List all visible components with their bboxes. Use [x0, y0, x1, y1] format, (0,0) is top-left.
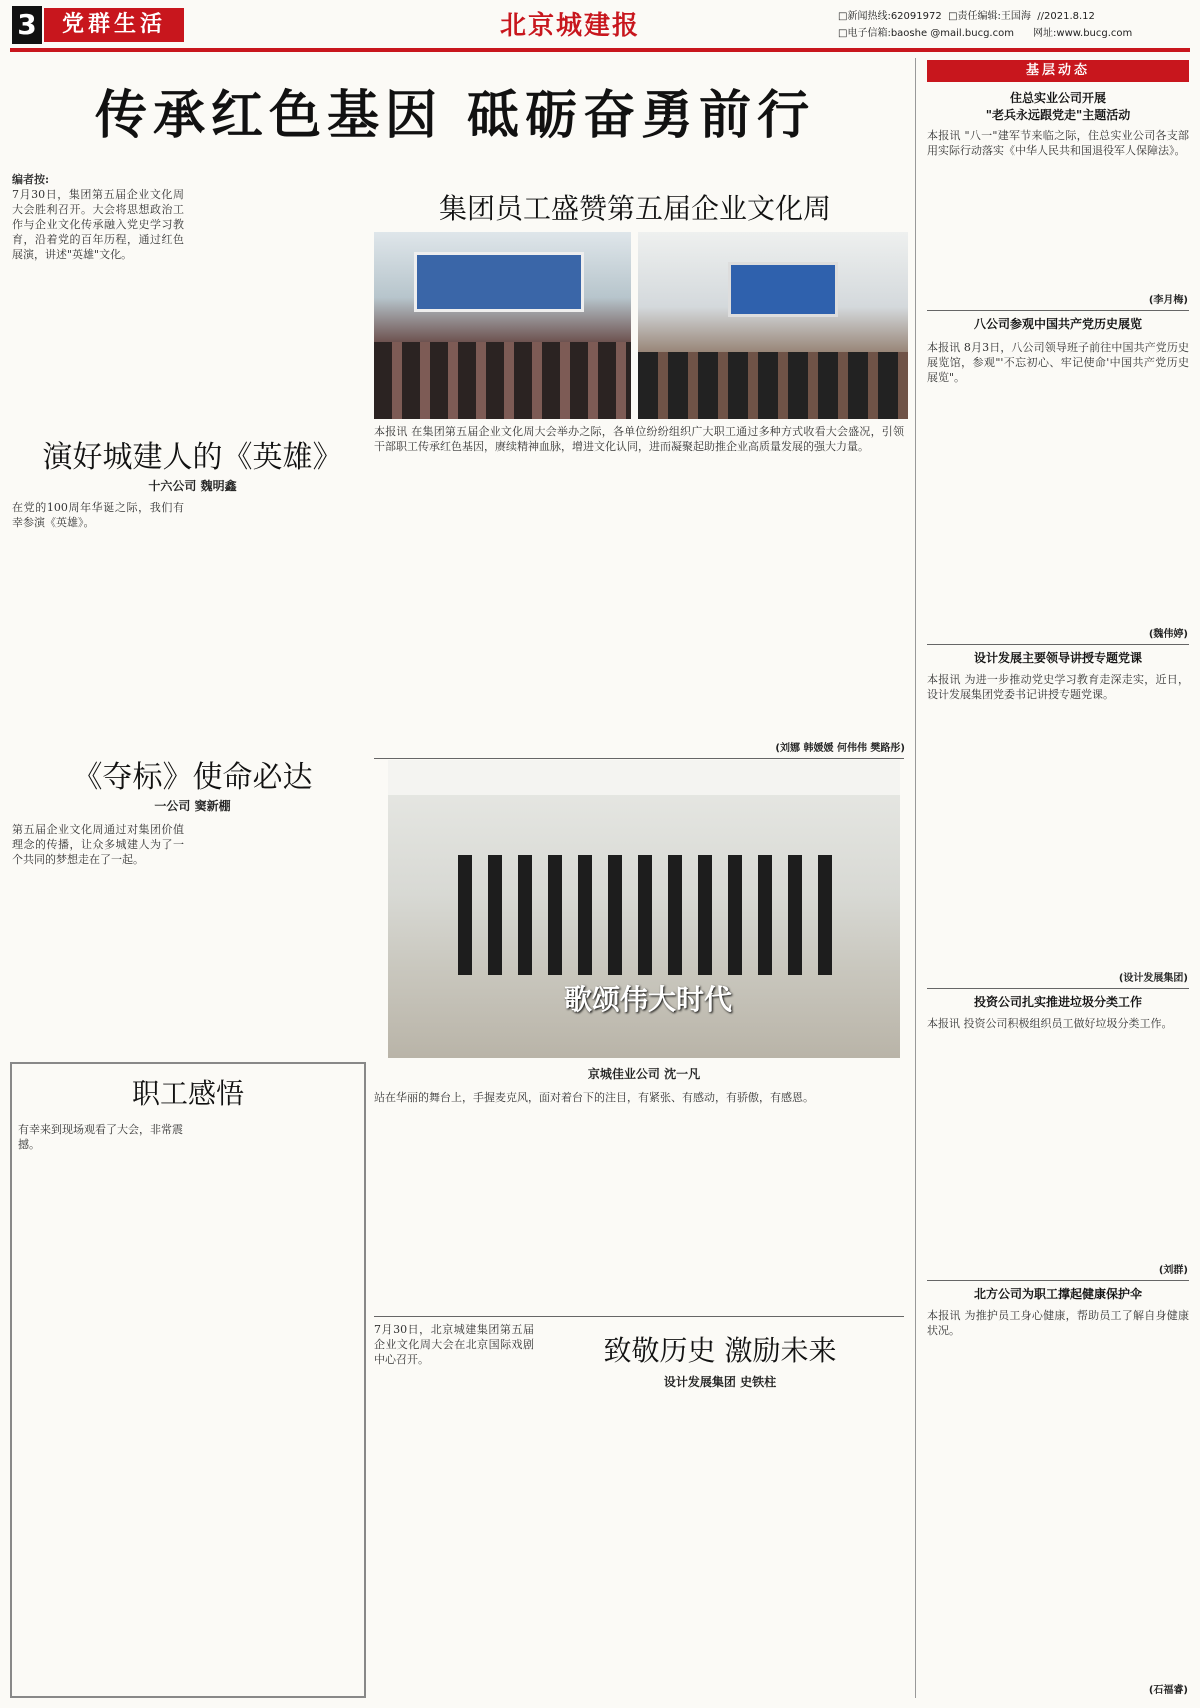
divider-main-right — [915, 58, 916, 1698]
medal-body: 第五届企业文化周通过对集团价值理念的传播，让众多城建人为了一个共同的梦想走在了一起。 — [12, 823, 184, 866]
sidebar-item-1-title: 住总实业公司开展 "老兵永远跟党走"主题活动 — [985, 91, 1131, 122]
meeting-photo-left — [374, 232, 631, 419]
medal-headline: 《夺标》使命必达 — [72, 760, 313, 795]
sidebar-rule-4 — [927, 1280, 1189, 1281]
staff-body-col2 — [192, 1122, 357, 1690]
editor-text: □责任编辑:王国海 — [948, 11, 1031, 22]
header-meta — [838, 8, 1198, 42]
editor-note — [12, 172, 184, 437]
sidebar-item-5-title: 北方公司为职工撑起健康保护伞 — [973, 1287, 1142, 1301]
feature-rule — [374, 758, 904, 759]
hero-headline: 演好城建人的《英雄》 — [42, 440, 343, 475]
editor-note-col2 — [192, 172, 364, 437]
hotline-text: □新闻热线:62091972 — [838, 11, 942, 22]
sidebar-item-4-credit: (刘群) — [1158, 1265, 1188, 1276]
medal-body-col2 — [192, 822, 364, 1057]
date-text: //2021.8.12 — [1037, 11, 1095, 22]
sidebar-item-4-body: 本报讯 投资公司积极组织员工做好垃圾分类工作。 — [927, 1017, 1173, 1030]
section-name-badge: 党群生活 — [44, 8, 184, 42]
page-number-badge: 3 — [12, 6, 42, 44]
staff-body: 有幸来到现场观看了大会，非常震撼。 — [18, 1123, 183, 1151]
sidebar-item-3-credit: (设计发展集团) — [1118, 973, 1188, 984]
sidebar-item-5-body: 本报讯 为推护员工身心健康，帮助员工了解自身健康状况。 — [927, 1309, 1189, 1337]
email-text: □电子信箱:baoshe @mail.bucg.com — [838, 28, 1014, 39]
sidebar-label: 基层动态 — [927, 60, 1189, 82]
header-rule — [10, 48, 1190, 52]
sidebar-rule-3 — [927, 988, 1189, 989]
dance-photo — [388, 760, 900, 1058]
dance-photo-caption: 歌颂伟大时代 — [563, 983, 732, 1016]
sidebar-item-3-title: 设计发展主要领导讲授专题党课 — [973, 651, 1142, 665]
staff-headline: 职工感悟 — [131, 1077, 244, 1110]
sidebar-rule-1 — [927, 310, 1189, 311]
sidebar-item-4-title: 投资公司扎实推进垃圾分类工作 — [973, 995, 1142, 1009]
sidebar-item-2-credit: (魏伟婷) — [1148, 629, 1188, 640]
website-text: 网址:www.bucg.com — [1033, 28, 1133, 39]
hero-body-col2 — [192, 500, 364, 735]
sidebar-item-5-credit: (石福睿) — [1148, 1685, 1188, 1696]
editor-note-label: 编者按: — [12, 173, 50, 186]
era-body: 站在华丽的舞台上，手握麦克风，面对着台下的注目，有紧张、有感动，有骄傲，有感恩。 — [374, 1091, 814, 1104]
meeting-photo-right — [638, 232, 908, 419]
history-body-left: 7月30日，北京城建集团第五届企业文化周大会在北京国际戏剧中心召开。 — [374, 1323, 534, 1366]
sidebar-rule-2 — [927, 644, 1189, 645]
sidebar-item-1-credit: (李月梅) — [1148, 295, 1188, 306]
main-headline: 传承红色基因 砥砺奋勇前行 — [95, 86, 816, 146]
history-body-right — [540, 1400, 904, 1697]
era-rule — [374, 1316, 904, 1317]
sidebar-item-2-title: 八公司参观中国共产党历史展览 — [973, 317, 1142, 331]
hero-byline: 十六公司 魏明鑫 — [148, 479, 237, 493]
editor-note-body: 7月30日，集团第五届企业文化周大会胜利召开。大会将思想政治工作与企业文化传承融入党史学习教育，沿着党的百年历程，通过红色展演，讲述"英雄"文化。 — [12, 188, 184, 261]
hero-body: 在党的100周年华诞之际，我们有幸参演《英雄》。 — [12, 501, 184, 529]
history-headline: 致敬历史 激励未来 — [603, 1334, 837, 1367]
sidebar-item-2-body: 本报讯 8月3日，八公司领导班子前往中国共产党历史展览馆，参观"'不忘初心、牢记使命'中国共产党历史展览"。 — [927, 341, 1189, 384]
feature-headline: 集团员工盛赞第五届企业文化周 — [438, 192, 831, 225]
sidebar-item-1-body: 本报讯 "八一"建军节来临之际，住总实业公司各支部用实际行动落实《中华人民共和国退役军人保障法》。 — [927, 129, 1189, 157]
feature-credit: (刘娜 韩媛媛 何伟伟 樊路彤) — [775, 743, 905, 754]
medal-byline: 一公司 窦新棚 — [154, 799, 231, 813]
paper-name: 北京城建报 — [499, 11, 640, 41]
sidebar-item-3-body: 本报讯 为进一步推动党史学习教育走深走实，近日，设计发展集团党委书记讲授专题党课。 — [927, 673, 1189, 701]
feature-body: 本报讯 在集团第五届企业文化周大会举办之际，各单位纷纷组织广大职工通过多种方式收看大会盛况，引领干部职工传承红色基因，赓续精神血脉，增进文化认同，进而凝聚起助推企业高质量发展的强大力量。 — [374, 425, 904, 453]
history-byline: 设计发展集团 史铁柱 — [663, 1375, 777, 1389]
era-byline: 京城佳业公司 沈一凡 — [587, 1067, 701, 1081]
